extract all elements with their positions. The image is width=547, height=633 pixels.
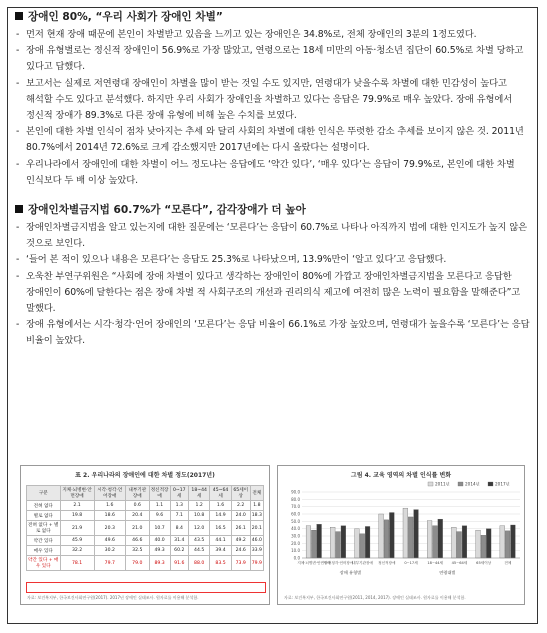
bar — [379, 514, 384, 558]
table-cell: 2.1 — [60, 501, 94, 511]
list-item: - 먼저 현재 장애 때문에 본인이 차별받고 있음을 느끼고 있는 장애인은 34.8%로, 전체 장애인의 3분의 1정도였다. — [15, 27, 530, 43]
y-tick-label: 10.0 — [291, 548, 300, 554]
table-cell: 60.2 — [170, 546, 188, 556]
table-header: 45~64세 — [210, 486, 231, 501]
group-label: 연령대별 — [439, 570, 456, 575]
table-cell: 21.0 — [125, 521, 149, 536]
legend-label: 2014년 — [465, 481, 480, 487]
table-cell: 1.8 — [250, 501, 263, 511]
table-cell: 20.3 — [94, 521, 125, 536]
table-cell: 39.4 — [210, 546, 231, 556]
x-tick-label: 0~17세 — [404, 561, 418, 565]
y-tick-label: 0.0 — [293, 555, 300, 561]
table-cell: 49.2 — [231, 536, 250, 546]
table-cell: 1.6 — [94, 501, 125, 511]
bar — [476, 530, 481, 558]
table-cell: 10.8 — [188, 511, 209, 521]
list-item: - 우리나라에서 장애인에 대한 차별이 어느 정도냐는 응답에도 ‘약간 있다’, ‘매우 있다’는 응답이 79.9%로, 본인에 대한 차별 인식보다 두 배 이상 높았다. — [15, 157, 530, 189]
list-item: - 본인에 대한 차별 인식이 점차 낮아지는 추세 와 달리 사회의 차별에 대한 인식은 뚜렷한 감소 추세를 보이지 않은 것. 2011년 80.7%에서 2014년 72.6%로 크게 감소했지만 2017년에는 다시 올랐다는 설명이다. — [15, 124, 530, 156]
table-cell: 1.1 — [149, 501, 170, 511]
table-cell: 1.2 — [188, 501, 209, 511]
chart-figure-title: 그림 4. 교육 영역의 차별 인식률 변화 — [350, 472, 452, 479]
y-tick-label: 50.0 — [291, 518, 300, 524]
table-header: 0~17세 — [170, 486, 188, 501]
table-cell: 24.0 — [231, 511, 250, 521]
table-cell: 2.2 — [231, 501, 250, 511]
table-cell: 32.5 — [125, 546, 149, 556]
table-cell: 46.0 — [250, 536, 263, 546]
table-cell: 16.5 — [210, 521, 231, 536]
x-tick-label: 전체 — [504, 561, 512, 565]
table-cell: 10.7 — [149, 521, 170, 536]
table-cell: 79.0 — [125, 556, 149, 571]
section2-list — [15, 220, 530, 350]
bar — [403, 508, 408, 558]
bar — [481, 535, 486, 558]
bar — [438, 519, 443, 558]
bar — [427, 521, 432, 558]
group-label: 장애 유형별 — [339, 570, 362, 575]
table-cell: 49.3 — [149, 546, 170, 556]
bar — [414, 510, 419, 558]
table-row — [27, 536, 264, 546]
bar — [505, 531, 510, 558]
table-cell: 0.6 — [125, 501, 149, 511]
bar — [462, 526, 467, 558]
highlight-box — [26, 582, 266, 593]
table-cell: 1.3 — [170, 501, 188, 511]
table-header: 18~44세 — [188, 486, 209, 501]
bar — [341, 526, 346, 558]
list-item: - 보고서는 실제로 저연령대 장애인이 차별을 많이 받는 것일 수도 있지만, 연령대가 낮을수록 차별에 대한 민감성이 높다고 해석할 수도 있다고 분석했다. 하지만 우리 사회가 장애인을 차별하고 있다는 응답은 79.9%로 매우 높았다. 장애 유형에서 정신적 장애가 89.3%로 다른 장애 유형에 비해 높은 수치를 보였다. — [15, 76, 530, 125]
table-cell: 20.1 — [250, 521, 263, 536]
table-header-row — [27, 486, 264, 501]
section1-title: 장애인 80%, “우리 사회가 장애인 차별” — [28, 11, 223, 23]
bar — [500, 526, 505, 558]
x-tick-label: 지체·뇌병변·안면장애 — [297, 561, 331, 565]
table-row — [27, 521, 264, 536]
table-row — [27, 501, 264, 511]
table-cell: 14.9 — [210, 511, 231, 521]
section1-heading — [15, 10, 530, 25]
table-cell: 매우 있다 — [27, 546, 61, 556]
table-cell: 79.7 — [94, 556, 125, 571]
table-cell: 18.3 — [250, 511, 263, 521]
table-row — [27, 556, 264, 571]
table-header: 구분 — [27, 486, 61, 501]
square-bullet-icon — [15, 205, 23, 213]
list-item: - 장애 유형에서는 시각·청각·언어 장애인의 ‘모른다’는 응답 비율이 66.1%로 가장 높았으며, 연령대가 높을수록 ‘모른다’는 응답 비율이 높았다. — [15, 317, 530, 349]
bar-chart — [278, 478, 525, 590]
table-cell: 약간 있다 — [27, 536, 61, 546]
table-cell: 전혀 없다 — [27, 501, 61, 511]
table-source-note: 자료: 보건복지부, 한국보건사회연구원(2017). 2017년 장애인 실태조사. 원자료를 이용해 분석함. — [27, 595, 199, 600]
table-cell: 별로 없다 — [27, 511, 61, 521]
chart-source-note: 자료: 보건복지부, 한국보건사회연구원(2011, 2014, 2017). 장애인 실태조사. 원자료를 이용해 분석함. — [284, 595, 466, 600]
bar — [355, 529, 360, 558]
table-cell: 31.4 — [170, 536, 188, 546]
x-tick-label: 18~44세 — [427, 561, 444, 565]
table-cell: 43.5 — [188, 536, 209, 546]
table-cell: 88.0 — [188, 556, 209, 571]
table-cell: 30.2 — [94, 546, 125, 556]
table-cell: 12.0 — [188, 521, 209, 536]
table-cell: 83.5 — [210, 556, 231, 571]
table-cell: 8.4 — [170, 521, 188, 536]
y-tick-label: 40.0 — [291, 526, 300, 532]
table-header: 지체·뇌병변·안면장애 — [60, 486, 94, 501]
list-item: - 장애인차별금지법을 알고 있는지에 대한 질문에는 ‘모른다’는 응답이 60.7%로 나타나 아직까지 법에 대한 인지도가 높지 않은 것으로 보인다. — [15, 220, 530, 252]
x-tick-label: 65세이상 — [476, 561, 492, 565]
table-cell: 약간 있다 + 매우 있다 — [27, 556, 61, 571]
table-cell: 24.6 — [231, 546, 250, 556]
figures-row — [20, 465, 525, 605]
table-row — [27, 511, 264, 521]
y-tick-label: 80.0 — [291, 496, 300, 502]
bar — [365, 526, 370, 558]
list-item: - ‘들어 본 적이 있으나 내용은 모른다’는 응답도 25.3%로 나타났으며, 13.9%만이 ‘알고 있다’고 응답했다. — [15, 252, 530, 268]
x-tick-label: 내부기관장애 — [352, 561, 373, 565]
bar — [336, 532, 341, 558]
table-cell: 78.1 — [60, 556, 94, 571]
table-header: 전체 — [250, 486, 263, 501]
table-cell: 45.9 — [60, 536, 94, 546]
bar — [408, 517, 413, 558]
bar — [433, 526, 438, 558]
bar — [486, 529, 491, 558]
section2-title: 장애인차별금지법 60.7%가 “모른다”, 감각장애가 더 높아 — [28, 204, 306, 217]
square-bullet-icon — [15, 12, 23, 20]
legend-label: 2017년 — [495, 481, 510, 487]
table-cell: 33.9 — [250, 546, 263, 556]
section2-heading — [15, 203, 530, 218]
table-cell: 전혀 없다 + 별로 없다 — [27, 521, 61, 536]
table-cell: 19.8 — [60, 511, 94, 521]
bar — [317, 524, 322, 558]
legend-label: 2011년 — [435, 481, 450, 487]
legend-swatch — [458, 482, 463, 486]
table-cell: 9.6 — [149, 511, 170, 521]
table-header: 정신적장애 — [149, 486, 170, 501]
table-header: 시각·청각·언어장애 — [94, 486, 125, 501]
table-cell: 44.1 — [210, 536, 231, 546]
bar — [330, 527, 335, 558]
article-content — [15, 10, 530, 350]
bar — [360, 534, 365, 558]
table-row — [27, 546, 264, 556]
table-cell: 18.6 — [94, 511, 125, 521]
table-cell: 44.5 — [188, 546, 209, 556]
x-tick-label: 정신적장애 — [378, 561, 396, 565]
bar — [451, 527, 456, 558]
table-cell: 7.1 — [170, 511, 188, 521]
table-header: 65세이상 — [231, 486, 250, 501]
table-cell: 1.6 — [210, 501, 231, 511]
table-cell: 79.9 — [250, 556, 263, 571]
table-cell: 73.9 — [231, 556, 250, 571]
bar — [311, 530, 316, 558]
x-tick-label: 45~64세 — [451, 561, 468, 565]
y-tick-label: 60.0 — [291, 511, 300, 517]
bar — [306, 526, 311, 558]
table-figure — [20, 465, 270, 605]
bar — [511, 525, 516, 558]
table-cell: 21.9 — [60, 521, 94, 536]
table-figure-title: 표 2. 우리나라의 장애인에 대한 차별 정도(2017년) — [75, 472, 215, 479]
table-cell: 49.6 — [94, 536, 125, 546]
table-cell: 26.1 — [231, 521, 250, 536]
table-cell: 20.4 — [125, 511, 149, 521]
table-header: 내부기관장애 — [125, 486, 149, 501]
table-cell: 40.0 — [149, 536, 170, 546]
list-item: - 장애 유형별로는 정신적 장애인이 56.9%로 가장 많았고, 연령으로는 18세 미만의 아동·청소년 집단이 60.5%로 차별 당하고 있다고 답했다. — [15, 43, 530, 75]
legend-swatch — [488, 482, 493, 486]
list-item: - 오욱찬 부연구위원은 “사회에 장애 차별이 있다고 생각하는 장애인이 80%에 가깝고 장애인차별금지법을 모른다고 응답한 장애인이 60%에 달한다는 점은 장애 차별 적 사회구조의 개선과 권리의식 제고에 여전히 많은 노력이 필요함을 말해준다”고 말했다. — [15, 269, 530, 318]
table-cell: 32.2 — [60, 546, 94, 556]
legend-swatch — [428, 482, 433, 486]
bar — [457, 532, 462, 558]
table-cell: 91.6 — [170, 556, 188, 571]
bar — [384, 520, 389, 558]
y-tick-label: 90.0 — [291, 489, 300, 495]
y-tick-label: 70.0 — [291, 504, 300, 510]
x-tick-label: 시각·청각·언어장애 — [323, 561, 354, 565]
table-cell: 89.3 — [149, 556, 170, 571]
discrimination-table — [26, 485, 264, 571]
table-cell: 46.6 — [125, 536, 149, 546]
y-tick-label: 30.0 — [291, 533, 300, 539]
chart-figure — [277, 465, 525, 605]
section1-list — [15, 27, 530, 189]
y-tick-label: 20.0 — [291, 540, 300, 546]
bar — [389, 513, 394, 558]
